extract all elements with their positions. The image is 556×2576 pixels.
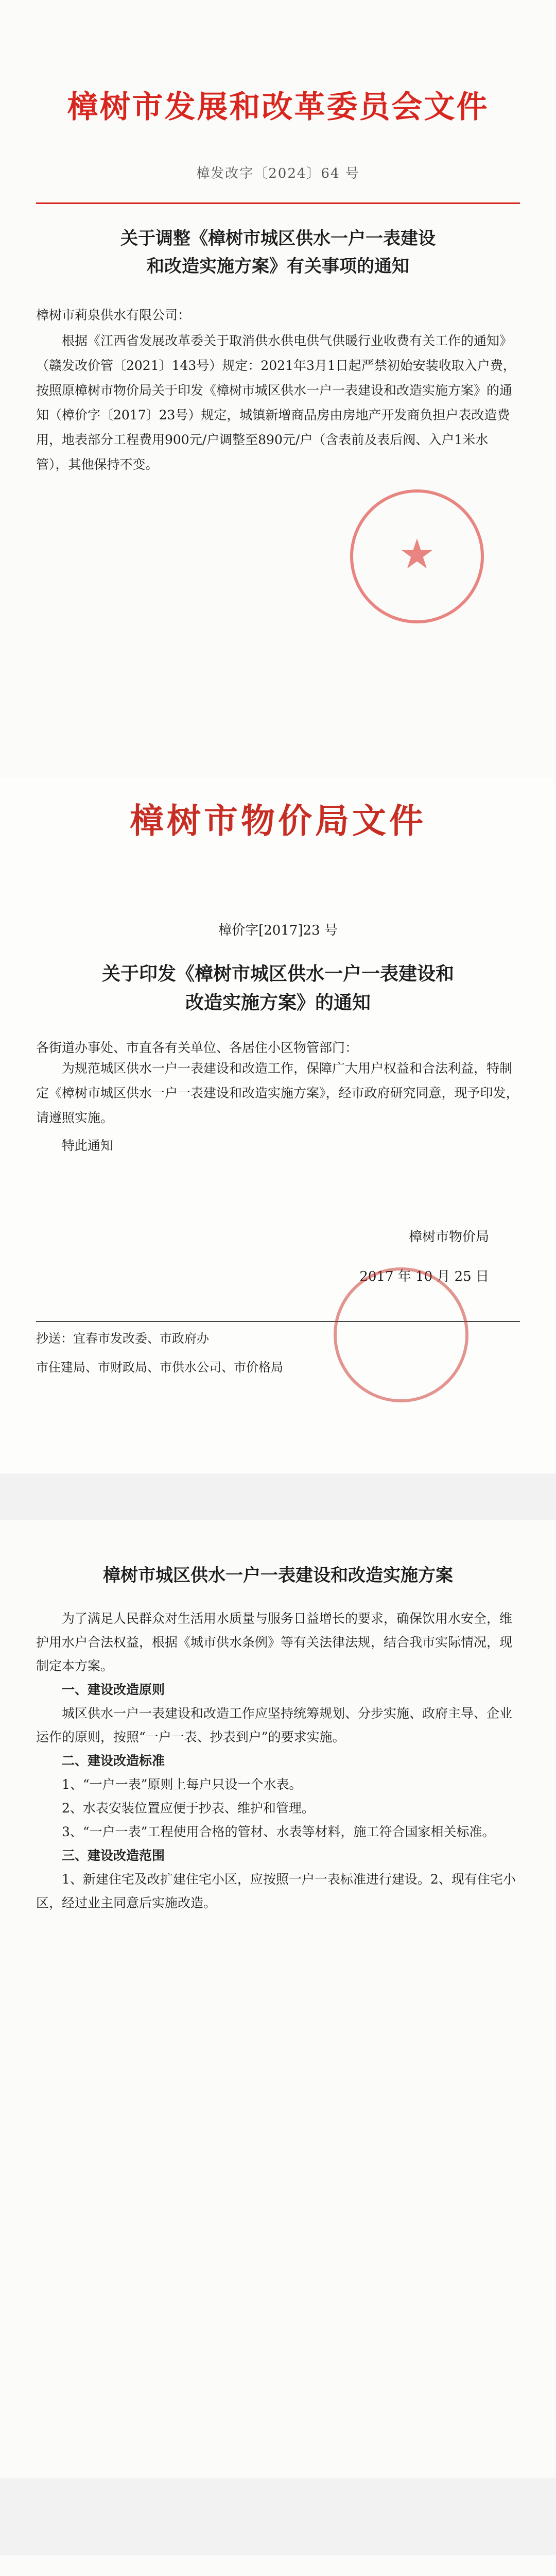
seal-star-icon: ★: [398, 530, 436, 578]
closing-line: 特此通知: [62, 1138, 114, 1153]
intro-paragraph: 为了满足人民群众对生活用水质量与服务日益增长的要求，确保饮用水安全，维护用水户合法权益，根据《城市供水条例》等有关法律法规，结合我市实际情况，现制定本方案。: [36, 1611, 513, 1673]
signature-org: 樟树市物价局: [408, 1229, 489, 1245]
notice-title-line-2: 和改造实施方案》有关事项的通知: [147, 256, 409, 277]
notice-title: [36, 959, 520, 1017]
document-page-3: [0, 1520, 556, 2478]
paragraph-1: 城区供水一户一表建设和改造工作应坚持统筹规划、分步实施、政府主导、企业运作的原则，按照“一户一表、抄表到户”的要求实施。: [36, 1706, 513, 1744]
paragraph-2c: 3、“一户一表”工程使用合格的管材、水表等材料，施工符合国家相关标准。: [62, 1824, 495, 1839]
notice-title-line-1: 关于印发《樟树市城区供水一户一表建设和: [101, 963, 454, 985]
document-number: 樟发改字〔2024〕64 号: [196, 166, 360, 181]
official-seal: [350, 489, 484, 623]
paragraph-2b: 2、水表安装位置应便于抄表、维护和管理。: [62, 1801, 315, 1816]
document-header: 樟树市发展和改革委员会文件: [67, 89, 489, 125]
official-seal: [334, 1267, 468, 1402]
page-gap: [0, 1473, 556, 1520]
document-page-1: [0, 0, 556, 783]
greeting: 樟树市莉泉供水有限公司：: [36, 308, 191, 323]
notice-title-line-2: 改造实施方案》的通知: [185, 992, 371, 1013]
paragraph-2a: 1、“一户一表”原则上每户只设一个水表。: [62, 1777, 302, 1792]
heading-3: 三、建设改造范围: [62, 1848, 165, 1863]
section-title: 樟树市城区供水一户一表建设和改造实施方案: [103, 1565, 453, 1586]
paragraph-3: 1、新建住宅及改扩建住宅小区，应按照一户一表标准进行建设。2、现有住宅小区，经过业主同意后实施改造。: [36, 1872, 516, 1910]
notice-title: [36, 225, 520, 280]
notice-title-line-1: 关于调整《樟树市城区供水一户一表建设: [120, 228, 436, 249]
cc-line-2: 市住建局、市财政局、市供水公司、市价格局: [36, 1360, 283, 1375]
document-page-4: [0, 2555, 556, 2576]
greeting: 各街道办事处、市直各有关单位、各居住小区物管部门：: [36, 1040, 358, 1055]
heading-1: 一、建设改造原则: [62, 1682, 165, 1697]
red-divider: [36, 202, 520, 204]
body-paragraph: 为规范城区供水一户一表建设和改造工作，保障广大用户权益和合法利益，特制定《樟树市城区供水一户一表建设和改造实施方案》，经市政府研究同意，现予印发，请遵照实施。: [36, 1061, 519, 1125]
document-number: 樟价字[2017]23 号: [218, 923, 338, 938]
page-gap: [0, 2478, 556, 2555]
document-page-2: [0, 778, 556, 1473]
document-header: 樟树市物价局文件: [130, 801, 426, 841]
heading-2: 二、建设改造标准: [62, 1753, 165, 1768]
cc-line: 抄送：宜春市发改委、市政府办: [36, 1331, 209, 1346]
signature-date: 2017 年 10 月 25 日: [359, 1269, 489, 1284]
body-paragraph: 根据《江西省发展改革委关于取消供水供电供气供暖行业收费有关工作的通知》（赣发改价管〔2021〕143号）规定：2021年3月1日起严禁初始安装收取入户费，按照原樟树市物价局关于印发《樟树市城区供水一户一表建设和改造实施方案》的通知（樟价字〔2017〕23号）规定，城镇新增商品房由房地产开发商负担户表改造费用，地表部分工程费用900元/户调整至890元/户（含表前及表后阀、入户1米水管），其他保持不变。: [36, 333, 516, 472]
